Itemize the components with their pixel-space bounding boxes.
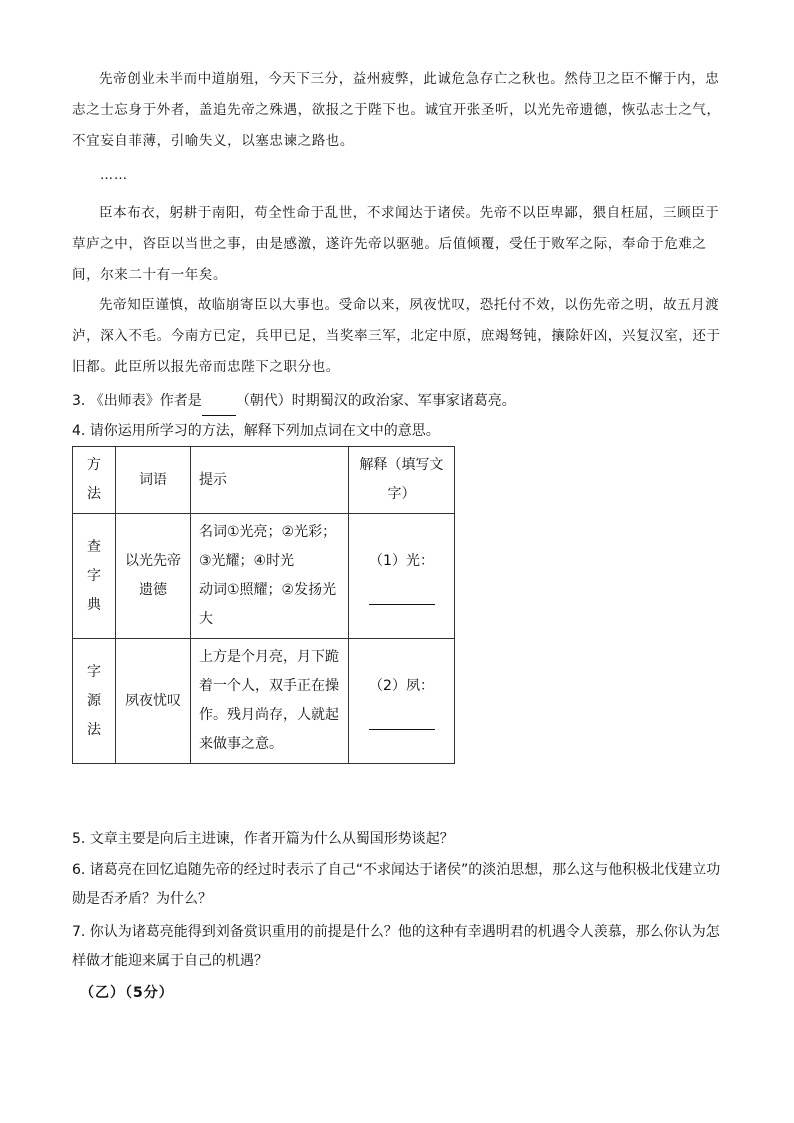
question-3-before: 3. 《出师表》作者是 [72, 393, 202, 409]
question-3-after: （朝代）时期蜀汉的政治家、军事家诸葛亮。 [235, 393, 516, 409]
question-3 [72, 387, 732, 416]
header-method: 方法 [73, 447, 116, 514]
answer-cell[interactable] [349, 639, 455, 764]
passage-paragraph-1: 先帝创业未半而中道崩殂，今天下三分，益州疲弊，此诚危急存亡之秋也。然侍卫之臣不懈于内，忠志之士忘身于外者，盖追先帝之殊遇，欲报之于陛下也。诚宜开张圣听，以光先帝遗德，恢弘志士之气，不宜妄自菲薄，引喻失义，以塞忠谏之路也。 [72, 71, 721, 149]
word-cell: 夙夜忧叹 [116, 639, 191, 764]
question-6: 6. 诸葛亮在回忆追随先帝的经过时表示了自己“不求闻达于诸侯”的淡泊思想，那么这与他积极北伐建立功勋是否矛盾？为什么？ [72, 862, 721, 907]
header-word: 词语 [116, 447, 191, 514]
table-row [73, 514, 455, 639]
word-cell: 以光先帝遗德 [116, 514, 191, 639]
answer-blank[interactable] [369, 588, 435, 605]
answer-cell[interactable] [349, 514, 455, 639]
answer-table [72, 446, 455, 764]
passage-paragraph-3: 先帝知臣谨慎，故临崩寄臣以大事也。受命以来，夙夜忧叹，恐托付不效，以伤先帝之明，故五月渡泸，深入不毛。今南方已定，兵甲已足，当奖率三军，北定中原，庶竭驽钝，攘除奸凶，兴复汉室，还于旧都。此臣所以报先帝而忠陛下之职分也。 [72, 297, 721, 375]
header-hint: 提示 [191, 447, 349, 514]
section-yi-heading: （乙）（5分） [80, 985, 174, 1001]
question-7: 7. 你认为诸葛亮能得到刘备赏识重用的前提是什么？他的这种有幸遇明君的机遇令人羡慕，那么你认为怎样做才能迎来属于自己的机遇？ [72, 924, 720, 969]
hint-cell: 名词①光亮；②光彩；③光耀；④时光 动词①照耀；②发扬光大 [191, 514, 349, 639]
question-5: 5. 文章主要是向后主进谏，作者开篇为什么从蜀国形势谈起？ [72, 831, 454, 847]
hint-cell: 上方是个月亮，月下跪着一个人，双手正在操作。残月尚存，人就起来做事之意。 [191, 639, 349, 764]
passage-ellipsis: …… [100, 168, 128, 183]
answer-label: （2）夙： [369, 678, 434, 694]
answer-blank[interactable] [369, 713, 435, 730]
table-row [73, 639, 455, 764]
answer-label: （1）光： [369, 553, 434, 569]
passage-paragraph-2: 臣本布衣，躬耕于南阳，苟全性命于乱世，不求闻达于诸侯。先帝不以臣卑鄙，猥自枉屈，三顾臣于草庐之中，咨臣以当世之事，由是感激，遂许先帝以驱驰。后值倾覆，受任于败军之际，奉命于危难之间，尔来二十有一年矣。 [72, 205, 720, 283]
method-cell: 查字典 [73, 514, 116, 639]
question-3-blank[interactable] [202, 399, 236, 416]
header-explanation: 解释（填写文字） [349, 447, 455, 514]
method-cell: 字源法 [73, 639, 116, 764]
question-4: 4. 请你运用所学习的方法，解释下列加点词在文中的意思。 [72, 423, 440, 439]
table-header-row [73, 447, 455, 514]
